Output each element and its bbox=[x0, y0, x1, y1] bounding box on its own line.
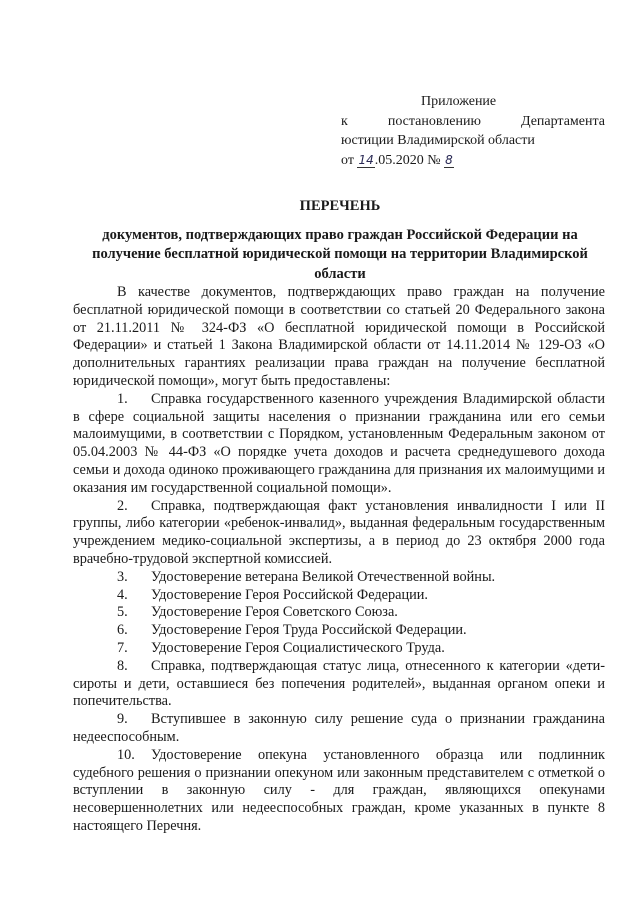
item-text: Вступившее в законную силу решение суда о признании гражданина недееспособным. bbox=[73, 711, 605, 745]
item-number: 3. bbox=[117, 568, 128, 585]
item-number: 8. bbox=[117, 657, 128, 674]
item-text: Удостоверение Героя Российской Федерации. bbox=[151, 586, 429, 603]
list-item bbox=[73, 569, 605, 587]
item-text: Удостоверение Героя Советского Союза. bbox=[151, 604, 398, 621]
item-number: 6. bbox=[117, 622, 128, 639]
list-item bbox=[73, 604, 605, 622]
appendix-date-line bbox=[341, 151, 605, 171]
list-item bbox=[73, 711, 605, 747]
item-text: Справка, подтверждающая факт установления инвалидности I или II группы, либо категории «ребенок-инвалид», выданная федеральным государственным учреждением медико-социальной экспертизы, а в период до 23 октября 2000 года врачебно-трудовой экспертной комиссией. bbox=[73, 497, 605, 567]
title-heading: ПЕРЕЧЕНЬ bbox=[299, 198, 381, 214]
appendix-line-3: юстиции Владимирской области bbox=[341, 133, 535, 148]
handwritten-number: 8 bbox=[445, 152, 453, 167]
title-subtitle: документов, подтверждающих право граждан Российской Федерации на получение бесплатной юридической помощи на территории Владимирской области bbox=[92, 226, 588, 282]
list-item bbox=[73, 391, 605, 498]
item-text: Удостоверение Героя Социалистического Труда. bbox=[151, 639, 445, 656]
list-item bbox=[73, 498, 605, 569]
list-item bbox=[73, 747, 605, 836]
item-text: Удостоверение ветерана Великой Отечественной войны. bbox=[151, 568, 496, 585]
date-rest: .05.2020 № bbox=[374, 152, 441, 168]
handwritten-day: 14 bbox=[358, 152, 374, 167]
item-number: 5. bbox=[117, 604, 128, 621]
item-text: Удостоверение Героя Труда Российской Федерации. bbox=[151, 622, 467, 639]
list-item bbox=[73, 587, 605, 605]
appendix-word-k: к bbox=[341, 113, 348, 129]
document-body bbox=[73, 284, 605, 836]
item-number: 2. bbox=[117, 497, 128, 514]
item-number: 10. bbox=[117, 746, 135, 763]
document-title bbox=[90, 197, 590, 284]
appendix-label: Приложение bbox=[421, 94, 497, 109]
list-item bbox=[73, 640, 605, 658]
list-item bbox=[73, 622, 605, 640]
appendix-block bbox=[341, 92, 605, 170]
item-number: 4. bbox=[117, 586, 128, 603]
item-number: 1. bbox=[117, 390, 128, 407]
appendix-word-department: Департамента bbox=[520, 113, 605, 129]
appendix-word-resolution: постановлению bbox=[387, 113, 481, 129]
item-number: 9. bbox=[117, 711, 128, 728]
date-prefix: от bbox=[341, 152, 354, 168]
intro-paragraph: В качестве документов, подтверждающих право граждан на получение бесплатной юридической помощи в соответствии со статьей 20 Федерального закона от 21.11.2011 № 324-ФЗ «О бесплатной юридической помощи в Российской Федерации» и статьей 1 Закона Владимирской области от 14.11.2014 № 129-ОЗ «О дополнительных гарантиях реализации права граждан на получение бесплатной юридической помощи», могут быть предоставлены: bbox=[73, 284, 605, 389]
item-number: 7. bbox=[117, 639, 128, 656]
list-item bbox=[73, 658, 605, 711]
item-text: Справка государственного казенного учреждения Владимирской области в сфере социальной защиты населения о признании гражданина или его семьи малоимущими, в соответствии с Порядком, установленным Федеральным законом от 05.04.2003 № 44-ФЗ «О порядке учета доходов и расчета среднедушевого дохода семьи и дохода одиноко проживающего гражданина для признания их малоимущими и оказания им государственной социальной помощи». bbox=[73, 390, 605, 496]
item-text: Удостоверение опекуна установленного образца или подлинник судебного решения о признании опекуном или законным представителем с отметкой о вступлении в законную силу - для граждан, являющихся опекунами несовершеннолетних или недееспособных граждан, кроме указанных в пункте 8 настоящего Перечня. bbox=[73, 746, 605, 834]
item-text: Справка, подтверждающая статус лица, отнесенного к категории «дети-сироты и дети, оставшиеся без попечения родителей», выданная органом опеки и попечительства. bbox=[73, 657, 605, 710]
appendix-line-2 bbox=[341, 112, 605, 132]
